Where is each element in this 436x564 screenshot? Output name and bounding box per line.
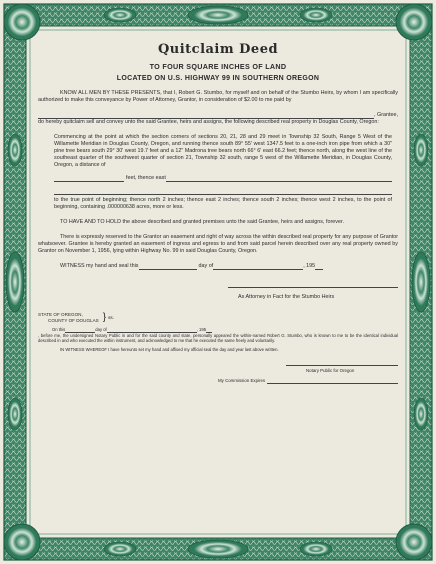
notary-paragraph: , before me, the undersigned Notary Public in and for the said county and state, personally appeared the within-named Robert G. Stumbo, who is known to me to be the identical individual described in and who executed the within instrument, and acknowledged to me that he executed the same freely and voluntarily. bbox=[38, 332, 398, 344]
feet-blank-1[interactable] bbox=[54, 175, 124, 182]
habendum-paragraph: TO HAVE AND TO HOLD the above described and granted premises unto the said Grantee, heirs and assigns, forever. bbox=[60, 219, 344, 225]
attorney-signature-line[interactable] bbox=[228, 286, 398, 288]
notary-text-a: On this bbox=[52, 327, 66, 332]
boundary-paragraph: to the true point of beginning; thence north 2 inches; thence east 2 inches; thence south 2 inches; thence west 2 inches, to the point of beginning, containing .000000638 acres, more or less. bbox=[54, 197, 392, 210]
easement-paragraph: There is expressly reserved to the Grantor an easement and right of way across the within described real property for any purpose of Grantor whatsoever. Grantee is hereby granted an easement of ingress and egress to and from said parcel herein described over any real property owned by Grantor on November 1, 1956, lying within Highway No. 99 in said Douglas County, Oregon. bbox=[38, 234, 398, 254]
witness-text-b: day of bbox=[198, 263, 214, 269]
grantee-blank[interactable] bbox=[38, 112, 374, 119]
witness-year-blank[interactable] bbox=[315, 263, 323, 270]
deed-content bbox=[38, 40, 398, 384]
notary-label: Notary Public for Oregon bbox=[306, 368, 355, 374]
description-paragraph: Commencing at the point at which the section corners of sections 20, 21, 28 and 29 meet in Township 32 South, Range 5 West of the Willamette Meridian in Douglas County, Oregon, and running thence south 89° 55' west 1347.5 feet to a one-inch iron pipe from which a 30" pine tree bears south 29° 30' west 19.7 feet and a 12" Madrona tree bears north 66° 6' east 66.2 feet; thence north, along the west line of the southeast quarter of the southwest quarter of section 21, Township 32 south, range 5 west of the Willamette Meridian, in Douglas County, Oregon, a distance of bbox=[54, 134, 392, 168]
grantee-line bbox=[38, 112, 398, 119]
east-blank[interactable] bbox=[54, 188, 392, 195]
notary-day-blank[interactable] bbox=[65, 328, 95, 333]
grant-paragraph: KNOW ALL MEN BY THESE PRESENTS, that I, Robert G. Stumbo, for myself and on behalf of the Stumbo Heirs, by whom I am specifically authorized to make this conveyance by Power of Attorney, Grantor, in consideration of $2.00 to me paid by bbox=[38, 90, 398, 103]
commission-blank[interactable] bbox=[267, 379, 398, 384]
commission-label: My Commission Expires bbox=[218, 378, 266, 384]
witness-month-blank[interactable] bbox=[213, 263, 303, 270]
notary-month-blank[interactable] bbox=[107, 328, 197, 333]
grantee-suffix: , Grantee, bbox=[374, 112, 398, 118]
deed-location: LOCATED ON U.S. HIGHWAY 99 IN SOUTHERN OREGON bbox=[116, 75, 320, 82]
convey-paragraph: do hereby quitclaim sell and convey unto the said Grantee, heirs and assigns, the following described real property in Douglas County, Oregon: bbox=[38, 119, 379, 125]
notary-text-b: day of bbox=[95, 327, 107, 332]
notary-signature-line[interactable] bbox=[286, 364, 398, 366]
venue-state: STATE OF OREGON, bbox=[38, 312, 83, 317]
feet-text: feet, thence east bbox=[126, 175, 166, 181]
attorney-label: As Attorney in Fact for the Stumbo Heirs bbox=[238, 294, 335, 300]
notary-text-c: , 195 bbox=[196, 327, 207, 332]
east-line bbox=[54, 188, 392, 195]
notary-witness-paragraph: IN WITNESS WHEREOF I have hereunto set my hand and affixed my official seal the day and year last above written. bbox=[60, 346, 279, 352]
witness-text-a: WITNESS my hand and seal this bbox=[60, 263, 139, 269]
feet-blank-2[interactable] bbox=[166, 175, 392, 182]
venue-county: COUNTY OF DOUGLAS bbox=[48, 318, 99, 323]
venue-brace: } bbox=[102, 312, 107, 323]
side-form-code: SOB 8-5 bbox=[4, 60, 9, 78]
deed-title: Quitclaim Deed bbox=[157, 42, 279, 57]
venue-ss: ss. bbox=[108, 315, 114, 320]
venue-block bbox=[38, 312, 398, 324]
witness-line bbox=[60, 263, 398, 270]
witness-text-c: , 195 bbox=[303, 263, 316, 269]
notary-year-blank[interactable] bbox=[206, 328, 212, 333]
witness-day-blank[interactable] bbox=[139, 263, 197, 270]
feet-line bbox=[54, 175, 392, 182]
commission-line bbox=[218, 377, 398, 384]
deed-subtitle: TO FOUR SQUARE INCHES OF LAND bbox=[149, 62, 287, 71]
